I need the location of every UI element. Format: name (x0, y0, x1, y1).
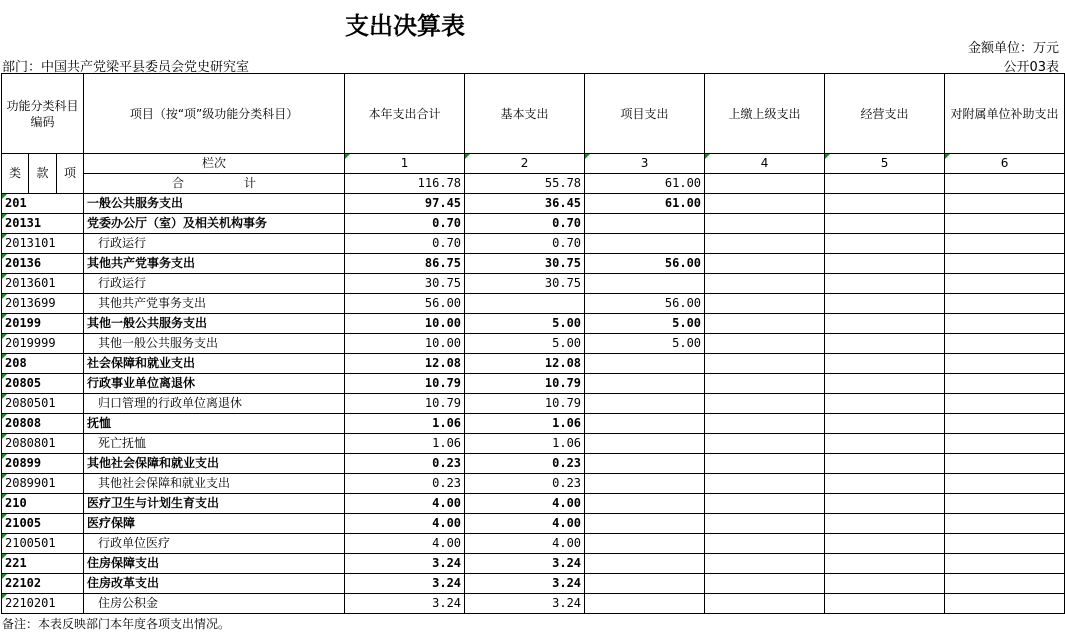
row-total: 0.70 (345, 234, 465, 254)
row-upper (705, 354, 825, 374)
row-basic: 0.23 (465, 454, 585, 474)
row-project: 5.00 (585, 334, 705, 354)
row-basic: 1.06 (465, 414, 585, 434)
row-project (585, 494, 705, 514)
row-subsidy (945, 574, 1065, 594)
row-upper (705, 194, 825, 214)
header-kuan: 款 (29, 154, 57, 194)
row-name: 住房保障支出 (84, 554, 345, 574)
row-subsidy (945, 554, 1065, 574)
row-subsidy (945, 334, 1065, 354)
row-code: 2100501 (2, 534, 84, 554)
row-code: 20899 (2, 454, 84, 474)
row-basic: 10.79 (465, 374, 585, 394)
row-total: 0.70 (345, 214, 465, 234)
table-row (2, 534, 1065, 554)
row-subsidy (945, 534, 1065, 554)
header-lanci: 栏次 (84, 154, 345, 174)
row-name: 医疗卫生与计划生育支出 (84, 494, 345, 514)
row-subsidy (945, 394, 1065, 414)
row-subsidy (945, 594, 1065, 614)
row-basic: 0.23 (465, 474, 585, 494)
total-business (825, 174, 945, 194)
row-code: 2013101 (2, 234, 84, 254)
row-total: 10.79 (345, 394, 465, 414)
row-project: 5.00 (585, 314, 705, 334)
row-business (825, 314, 945, 334)
row-business (825, 194, 945, 214)
unit-label: 金额单位：万元 (967, 41, 1059, 56)
row-code: 2013699 (2, 294, 84, 314)
header-func-code: 功能分类科目编码 (2, 74, 84, 154)
row-upper (705, 234, 825, 254)
header-lei: 类 (2, 154, 29, 194)
row-total: 4.00 (345, 534, 465, 554)
row-subsidy (945, 274, 1065, 294)
header-business: 经营支出 (825, 74, 945, 154)
row-project (585, 354, 705, 374)
total-project: 61.00 (585, 174, 705, 194)
row-name: 行政运行 (84, 234, 345, 254)
row-total: 30.75 (345, 274, 465, 294)
row-code: 2019999 (2, 334, 84, 354)
row-total: 4.00 (345, 514, 465, 534)
row-business (825, 434, 945, 454)
row-total: 56.00 (345, 294, 465, 314)
row-project (585, 394, 705, 414)
total-total: 116.78 (345, 174, 465, 194)
row-name: 死亡抚恤 (84, 434, 345, 454)
table-row (2, 454, 1065, 474)
row-name: 党委办公厅（室）及相关机构事务 (84, 214, 345, 234)
row-subsidy (945, 454, 1065, 474)
row-subsidy (945, 414, 1065, 434)
row-business (825, 354, 945, 374)
row-code: 210 (2, 494, 84, 514)
row-subsidy (945, 354, 1065, 374)
row-basic: 30.75 (465, 274, 585, 294)
row-subsidy (945, 514, 1065, 534)
row-name: 其他社会保障和就业支出 (84, 454, 345, 474)
row-upper (705, 554, 825, 574)
header-project: 项目支出 (585, 74, 705, 154)
table-row (2, 554, 1065, 574)
row-project (585, 594, 705, 614)
row-upper (705, 574, 825, 594)
row-project (585, 534, 705, 554)
row-total: 0.23 (345, 474, 465, 494)
note: 备注：本表反映部门本年度各项支出情况。 (2, 617, 231, 631)
row-upper (705, 394, 825, 414)
row-project (585, 414, 705, 434)
row-code: 208 (2, 354, 84, 374)
table-row (2, 254, 1065, 274)
row-upper (705, 294, 825, 314)
row-project: 61.00 (585, 194, 705, 214)
row-business (825, 334, 945, 354)
row-project (585, 234, 705, 254)
row-project (585, 474, 705, 494)
row-name: 其他社会保障和就业支出 (84, 474, 345, 494)
row-upper (705, 374, 825, 394)
row-subsidy (945, 494, 1065, 514)
row-subsidy (945, 234, 1065, 254)
row-name: 其他共产党事务支出 (84, 254, 345, 274)
row-total: 10.00 (345, 314, 465, 334)
row-name: 其他一般公共服务支出 (84, 314, 345, 334)
row-project (585, 274, 705, 294)
header-basic: 基本支出 (465, 74, 585, 154)
row-name: 医疗保障 (84, 514, 345, 534)
row-upper (705, 434, 825, 454)
row-business (825, 234, 945, 254)
row-code: 2089901 (2, 474, 84, 494)
row-name: 归口管理的行政单位离退休 (84, 394, 345, 414)
table-row (2, 514, 1065, 534)
row-subsidy (945, 194, 1065, 214)
row-name: 住房改革支出 (84, 574, 345, 594)
row-code: 201 (2, 194, 84, 214)
col-index-3: 3 (585, 154, 705, 174)
row-upper (705, 274, 825, 294)
row-business (825, 374, 945, 394)
row-basic: 3.24 (465, 554, 585, 574)
department-label: 部门：中国共产党梁平县委员会党史研究室 (2, 60, 250, 75)
row-total: 3.24 (345, 554, 465, 574)
row-business (825, 534, 945, 554)
row-business (825, 394, 945, 414)
row-business (825, 494, 945, 514)
row-business (825, 454, 945, 474)
row-upper (705, 314, 825, 334)
row-basic: 10.79 (465, 394, 585, 414)
row-business (825, 254, 945, 274)
header-row (2, 74, 1065, 154)
row-code: 20131 (2, 214, 84, 234)
row-name: 住房公积金 (84, 594, 345, 614)
total-label: 合 计 (84, 174, 345, 194)
row-total: 86.75 (345, 254, 465, 274)
table-body (2, 194, 1065, 614)
row-total: 1.06 (345, 434, 465, 454)
row-name: 一般公共服务支出 (84, 194, 345, 214)
row-code: 2080501 (2, 394, 84, 414)
row-code: 20136 (2, 254, 84, 274)
row-code: 20808 (2, 414, 84, 434)
row-project: 56.00 (585, 254, 705, 274)
row-basic: 0.70 (465, 214, 585, 234)
header-xiang: 项 (57, 154, 84, 194)
total-subsidy (945, 174, 1065, 194)
row-upper (705, 334, 825, 354)
row-total: 12.08 (345, 354, 465, 374)
row-upper (705, 414, 825, 434)
table-row (2, 334, 1065, 354)
table-row (2, 594, 1065, 614)
row-upper (705, 214, 825, 234)
row-subsidy (945, 254, 1065, 274)
row-project (585, 514, 705, 534)
table-row (2, 274, 1065, 294)
row-basic: 0.70 (465, 234, 585, 254)
row-total: 4.00 (345, 494, 465, 514)
header-item: 项目（按“项”级功能分类科目） (84, 74, 345, 154)
col-index-5: 5 (825, 154, 945, 174)
row-name: 行政运行 (84, 274, 345, 294)
row-total: 10.79 (345, 374, 465, 394)
row-upper (705, 474, 825, 494)
expenditure-table (1, 73, 1065, 614)
row-upper (705, 254, 825, 274)
row-code: 2210201 (2, 594, 84, 614)
table-row (2, 314, 1065, 334)
row-business (825, 214, 945, 234)
row-upper (705, 594, 825, 614)
row-basic: 4.00 (465, 494, 585, 514)
row-business (825, 274, 945, 294)
row-total: 0.23 (345, 454, 465, 474)
row-project: 56.00 (585, 294, 705, 314)
row-basic: 3.24 (465, 574, 585, 594)
table-row (2, 234, 1065, 254)
row-code: 2080801 (2, 434, 84, 454)
table-number: 公开03表 (1003, 60, 1059, 75)
row-basic: 4.00 (465, 534, 585, 554)
row-basic: 1.06 (465, 434, 585, 454)
row-code: 221 (2, 554, 84, 574)
table-row (2, 494, 1065, 514)
row-code: 20199 (2, 314, 84, 334)
row-total: 1.06 (345, 414, 465, 434)
row-project (585, 434, 705, 454)
row-basic: 36.45 (465, 194, 585, 214)
row-code: 2013601 (2, 274, 84, 294)
row-basic: 4.00 (465, 514, 585, 534)
row-name: 行政单位医疗 (84, 534, 345, 554)
row-total: 97.45 (345, 194, 465, 214)
table-row (2, 474, 1065, 494)
row-name: 行政事业单位离退休 (84, 374, 345, 394)
row-basic (465, 294, 585, 314)
row-subsidy (945, 314, 1065, 334)
table-row (2, 574, 1065, 594)
row-basic: 3.24 (465, 594, 585, 614)
row-subsidy (945, 434, 1065, 454)
table-row (2, 434, 1065, 454)
subheader-row (2, 154, 1065, 174)
row-project (585, 374, 705, 394)
row-code: 22102 (2, 574, 84, 594)
total-upper (705, 174, 825, 194)
row-subsidy (945, 474, 1065, 494)
row-business (825, 554, 945, 574)
page-title: 支出决算表 (345, 11, 465, 40)
row-total: 3.24 (345, 574, 465, 594)
col-index-1: 1 (345, 154, 465, 174)
row-name: 抚恤 (84, 414, 345, 434)
row-upper (705, 514, 825, 534)
row-business (825, 594, 945, 614)
row-upper (705, 494, 825, 514)
row-project (585, 454, 705, 474)
row-business (825, 514, 945, 534)
row-name: 其他一般公共服务支出 (84, 334, 345, 354)
col-index-2: 2 (465, 154, 585, 174)
row-business (825, 294, 945, 314)
row-upper (705, 454, 825, 474)
row-name: 社会保障和就业支出 (84, 354, 345, 374)
header-total: 本年支出合计 (345, 74, 465, 154)
row-project (585, 214, 705, 234)
table-row (2, 394, 1065, 414)
row-total: 3.24 (345, 594, 465, 614)
table-row (2, 214, 1065, 234)
row-business (825, 574, 945, 594)
row-subsidy (945, 374, 1065, 394)
header-upper: 上缴上级支出 (705, 74, 825, 154)
row-business (825, 474, 945, 494)
total-basic: 55.78 (465, 174, 585, 194)
table-row (2, 194, 1065, 214)
table-row (2, 414, 1065, 434)
header-subsidy: 对附属单位补助支出 (945, 74, 1065, 154)
row-code: 20805 (2, 374, 84, 394)
row-basic: 5.00 (465, 314, 585, 334)
row-project (585, 554, 705, 574)
row-name: 其他共产党事务支出 (84, 294, 345, 314)
row-total: 10.00 (345, 334, 465, 354)
table-row (2, 294, 1065, 314)
table-row (2, 374, 1065, 394)
total-row (2, 174, 1065, 194)
row-basic: 5.00 (465, 334, 585, 354)
row-business (825, 414, 945, 434)
table-row (2, 354, 1065, 374)
row-upper (705, 534, 825, 554)
row-subsidy (945, 214, 1065, 234)
row-subsidy (945, 294, 1065, 314)
row-basic: 30.75 (465, 254, 585, 274)
col-index-4: 4 (705, 154, 825, 174)
row-code: 21005 (2, 514, 84, 534)
col-index-6: 6 (945, 154, 1065, 174)
row-basic: 12.08 (465, 354, 585, 374)
row-project (585, 574, 705, 594)
